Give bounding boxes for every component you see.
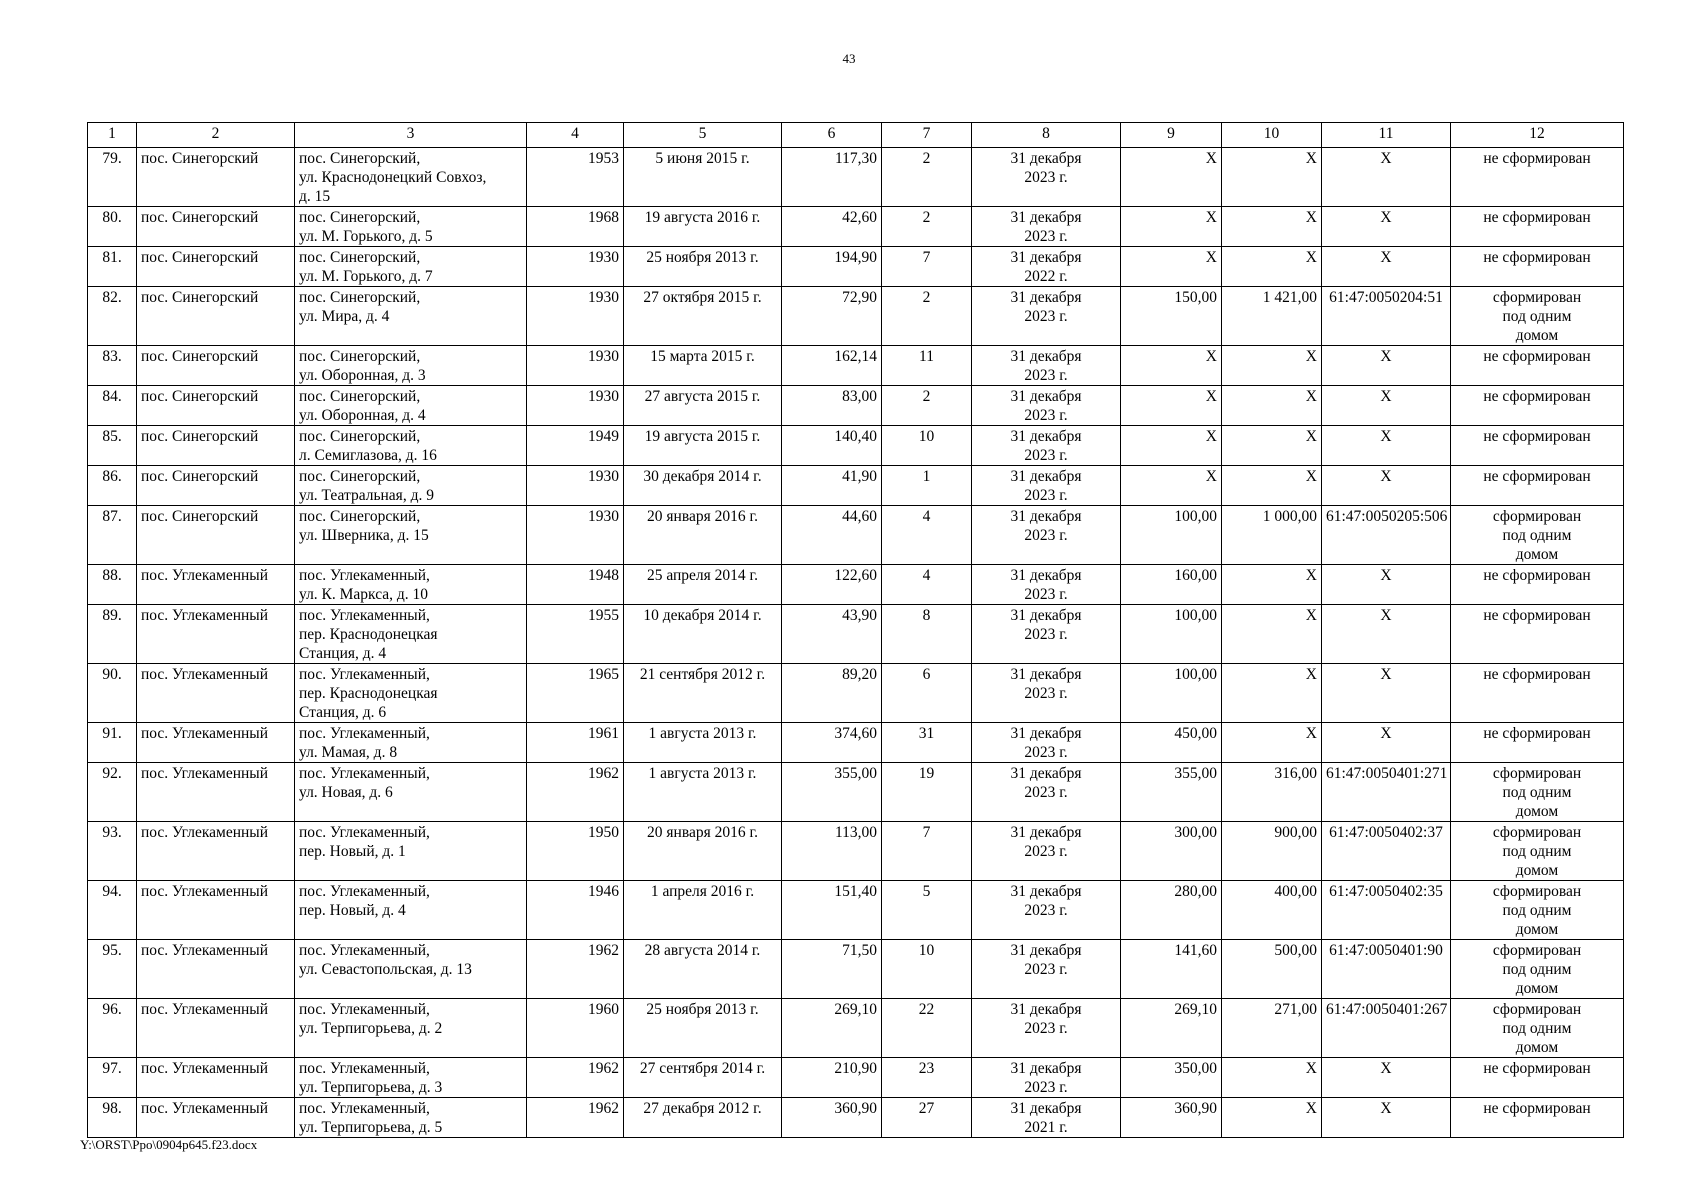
relocation-deadline-cell: 31 декабря 2021 г. — [972, 1098, 1121, 1138]
residents-count-cell: 2 — [882, 386, 972, 426]
address-cell: пос. Синегорский, ул. Оборонная, д. 3 — [295, 346, 527, 386]
build-year-cell: 1930 — [527, 287, 624, 346]
area-cell: 162,14 — [782, 346, 882, 386]
land-value-cell: X — [1222, 1058, 1322, 1098]
row-number-cell: 86. — [88, 466, 137, 506]
row-number-cell: 96. — [88, 999, 137, 1058]
relocation-deadline-cell: 31 декабря 2023 г. — [972, 148, 1121, 207]
row-number-cell: 91. — [88, 723, 137, 763]
land-status-cell: не сформирован — [1451, 207, 1624, 247]
address-cell: пос. Синегорский, л. Семиглазова, д. 16 — [295, 426, 527, 466]
settlement-cell: пос. Синегорский — [137, 148, 295, 207]
cadastral-number-cell: X — [1322, 148, 1451, 207]
build-year-cell: 1953 — [527, 148, 624, 207]
residents-count-cell: 8 — [882, 605, 972, 664]
relocation-deadline-cell: 31 декабря 2023 г. — [972, 822, 1121, 881]
row-number-cell: 97. — [88, 1058, 137, 1098]
build-year-cell: 1962 — [527, 763, 624, 822]
land-value-cell: X — [1222, 346, 1322, 386]
settlement-cell: пос. Синегорский — [137, 207, 295, 247]
residents-count-cell: 22 — [882, 999, 972, 1058]
build-year-cell: 1955 — [527, 605, 624, 664]
relocation-deadline-cell: 31 декабря 2023 г. — [972, 466, 1121, 506]
land-status-cell: не сформирован — [1451, 605, 1624, 664]
table-row — [88, 287, 1624, 346]
cadastral-number-cell: X — [1322, 386, 1451, 426]
cadastral-number-cell: X — [1322, 466, 1451, 506]
area-cell: 194,90 — [782, 247, 882, 287]
recognition-date-cell: 1 августа 2013 г. — [624, 763, 782, 822]
recognition-date-cell: 20 января 2016 г. — [624, 506, 782, 565]
settlement-cell: пос. Углекаменный — [137, 605, 295, 664]
residents-count-cell: 23 — [882, 1058, 972, 1098]
row-number-cell: 90. — [88, 664, 137, 723]
address-cell: пос. Синегорский, ул. Мира, д. 4 — [295, 287, 527, 346]
land-area-cell: 355,00 — [1121, 763, 1222, 822]
area-cell: 355,00 — [782, 763, 882, 822]
area-cell: 42,60 — [782, 207, 882, 247]
land-area-cell: 360,90 — [1121, 1098, 1222, 1138]
land-area-cell: 100,00 — [1121, 605, 1222, 664]
recognition-date-cell: 5 июня 2015 г. — [624, 148, 782, 207]
land-area-cell: X — [1121, 426, 1222, 466]
build-year-cell: 1960 — [527, 999, 624, 1058]
column-number-header: 6 — [782, 123, 882, 148]
settlement-cell: пос. Углекаменный — [137, 723, 295, 763]
land-value-cell: X — [1222, 148, 1322, 207]
row-number-cell: 82. — [88, 287, 137, 346]
housing-registry-table — [87, 122, 1624, 1138]
land-value-cell: X — [1222, 664, 1322, 723]
land-status-cell: сформирован под одним домом — [1451, 287, 1624, 346]
table-row — [88, 466, 1624, 506]
table-row — [88, 207, 1624, 247]
column-number-header: 8 — [972, 123, 1121, 148]
recognition-date-cell: 19 августа 2016 г. — [624, 207, 782, 247]
land-value-cell: X — [1222, 1098, 1322, 1138]
table-row — [88, 426, 1624, 466]
residents-count-cell: 7 — [882, 822, 972, 881]
land-area-cell: X — [1121, 207, 1222, 247]
recognition-date-cell: 10 декабря 2014 г. — [624, 605, 782, 664]
address-cell: пос. Углекаменный, ул. Новая, д. 6 — [295, 763, 527, 822]
row-number-cell: 85. — [88, 426, 137, 466]
address-cell: пос. Углекаменный, ул. Терпигорьева, д. 5 — [295, 1098, 527, 1138]
land-status-cell: не сформирован — [1451, 148, 1624, 207]
land-value-cell: X — [1222, 565, 1322, 605]
table-row — [88, 1058, 1624, 1098]
build-year-cell: 1961 — [527, 723, 624, 763]
land-value-cell: X — [1222, 207, 1322, 247]
address-cell: пос. Синегорский, ул. Краснодонецкий Совхоз, д. 15 — [295, 148, 527, 207]
land-area-cell: 280,00 — [1121, 881, 1222, 940]
relocation-deadline-cell: 31 декабря 2023 г. — [972, 207, 1121, 247]
residents-count-cell: 6 — [882, 664, 972, 723]
land-status-cell: не сформирован — [1451, 565, 1624, 605]
residents-count-cell: 7 — [882, 247, 972, 287]
address-cell: пос. Углекаменный, пер. Краснодонецкая Станция, д. 6 — [295, 664, 527, 723]
build-year-cell: 1950 — [527, 822, 624, 881]
land-status-cell: не сформирован — [1451, 723, 1624, 763]
residents-count-cell: 4 — [882, 506, 972, 565]
recognition-date-cell: 27 августа 2015 г. — [624, 386, 782, 426]
land-area-cell: X — [1121, 148, 1222, 207]
settlement-cell: пос. Синегорский — [137, 466, 295, 506]
land-value-cell: 1 421,00 — [1222, 287, 1322, 346]
row-number-cell: 83. — [88, 346, 137, 386]
land-status-cell: не сформирован — [1451, 466, 1624, 506]
cadastral-number-cell: 61:47:0050402:37 — [1322, 822, 1451, 881]
row-number-cell: 81. — [88, 247, 137, 287]
land-area-cell: 450,00 — [1121, 723, 1222, 763]
residents-count-cell: 2 — [882, 287, 972, 346]
recognition-date-cell: 27 декабря 2012 г. — [624, 1098, 782, 1138]
land-status-cell: сформирован под одним домом — [1451, 881, 1624, 940]
area-cell: 269,10 — [782, 999, 882, 1058]
land-status-cell: не сформирован — [1451, 426, 1624, 466]
land-status-cell: сформирован под одним домом — [1451, 506, 1624, 565]
table-row — [88, 940, 1624, 999]
build-year-cell: 1962 — [527, 940, 624, 999]
land-value-cell: X — [1222, 426, 1322, 466]
land-value-cell: 400,00 — [1222, 881, 1322, 940]
row-number-cell: 93. — [88, 822, 137, 881]
area-cell: 89,20 — [782, 664, 882, 723]
recognition-date-cell: 20 января 2016 г. — [624, 822, 782, 881]
area-cell: 41,90 — [782, 466, 882, 506]
row-number-cell: 94. — [88, 881, 137, 940]
area-cell: 83,00 — [782, 386, 882, 426]
residents-count-cell: 4 — [882, 565, 972, 605]
build-year-cell: 1949 — [527, 426, 624, 466]
residents-count-cell: 19 — [882, 763, 972, 822]
address-cell: пос. Углекаменный, ул. Мамая, д. 8 — [295, 723, 527, 763]
settlement-cell: пос. Синегорский — [137, 386, 295, 426]
land-area-cell: X — [1121, 346, 1222, 386]
column-number-row — [88, 123, 1624, 148]
cadastral-number-cell: 61:47:0050204:51 — [1322, 287, 1451, 346]
area-cell: 140,40 — [782, 426, 882, 466]
cadastral-number-cell: X — [1322, 247, 1451, 287]
land-area-cell: 100,00 — [1121, 664, 1222, 723]
table-body — [88, 148, 1624, 1138]
area-cell: 122,60 — [782, 565, 882, 605]
area-cell: 374,60 — [782, 723, 882, 763]
residents-count-cell: 1 — [882, 466, 972, 506]
area-cell: 360,90 — [782, 1098, 882, 1138]
relocation-deadline-cell: 31 декабря 2023 г. — [972, 763, 1121, 822]
residents-count-cell: 27 — [882, 1098, 972, 1138]
cadastral-number-cell: X — [1322, 605, 1451, 664]
land-status-cell: не сформирован — [1451, 664, 1624, 723]
file-path-footer: Y:\ORST\Ppo\0904p645.f23.docx — [80, 1137, 258, 1152]
column-number-header: 3 — [295, 123, 527, 148]
land-status-cell: не сформирован — [1451, 247, 1624, 287]
recognition-date-cell: 15 марта 2015 г. — [624, 346, 782, 386]
build-year-cell: 1930 — [527, 386, 624, 426]
address-cell: пос. Синегорский, ул. Шверника, д. 15 — [295, 506, 527, 565]
address-cell: пос. Синегорский, ул. Оборонная, д. 4 — [295, 386, 527, 426]
cadastral-number-cell: X — [1322, 346, 1451, 386]
cadastral-number-cell: X — [1322, 207, 1451, 247]
address-cell: пос. Углекаменный, пер. Новый, д. 1 — [295, 822, 527, 881]
settlement-cell: пос. Углекаменный — [137, 565, 295, 605]
land-value-cell: 900,00 — [1222, 822, 1322, 881]
settlement-cell: пос. Синегорский — [137, 506, 295, 565]
land-value-cell: 500,00 — [1222, 940, 1322, 999]
cadastral-number-cell: 61:47:0050402:35 — [1322, 881, 1451, 940]
recognition-date-cell: 19 августа 2015 г. — [624, 426, 782, 466]
land-value-cell: X — [1222, 466, 1322, 506]
table-row — [88, 763, 1624, 822]
land-area-cell: 100,00 — [1121, 506, 1222, 565]
land-status-cell: не сформирован — [1451, 386, 1624, 426]
relocation-deadline-cell: 31 декабря 2023 г. — [972, 386, 1121, 426]
settlement-cell: пос. Углекаменный — [137, 940, 295, 999]
page-number: 43 — [842, 51, 856, 66]
build-year-cell: 1930 — [527, 346, 624, 386]
cadastral-number-cell: 61:47:0050401:267 — [1322, 999, 1451, 1058]
row-number-cell: 98. — [88, 1098, 137, 1138]
land-value-cell: 316,00 — [1222, 763, 1322, 822]
table-row — [88, 881, 1624, 940]
land-status-cell: не сформирован — [1451, 346, 1624, 386]
area-cell: 117,30 — [782, 148, 882, 207]
build-year-cell: 1930 — [527, 506, 624, 565]
cadastral-number-cell: X — [1322, 664, 1451, 723]
address-cell: пос. Синегорский, ул. М. Горького, д. 7 — [295, 247, 527, 287]
settlement-cell: пос. Синегорский — [137, 346, 295, 386]
build-year-cell: 1962 — [527, 1058, 624, 1098]
area-cell: 113,00 — [782, 822, 882, 881]
land-area-cell: 141,60 — [1121, 940, 1222, 999]
table-row — [88, 506, 1624, 565]
area-cell: 44,60 — [782, 506, 882, 565]
land-area-cell: 150,00 — [1121, 287, 1222, 346]
row-number-cell: 80. — [88, 207, 137, 247]
relocation-deadline-cell: 31 декабря 2023 г. — [972, 881, 1121, 940]
land-status-cell: сформирован под одним домом — [1451, 940, 1624, 999]
address-cell: пос. Углекаменный, ул. Терпигорьева, д. 2 — [295, 999, 527, 1058]
recognition-date-cell: 27 сентября 2014 г. — [624, 1058, 782, 1098]
cadastral-number-cell: 61:47:0050401:271 — [1322, 763, 1451, 822]
table-row — [88, 148, 1624, 207]
table-row — [88, 822, 1624, 881]
address-cell: пос. Синегорский, ул. М. Горького, д. 5 — [295, 207, 527, 247]
residents-count-cell: 10 — [882, 940, 972, 999]
recognition-date-cell: 1 апреля 2016 г. — [624, 881, 782, 940]
land-status-cell: сформирован под одним домом — [1451, 999, 1624, 1058]
land-status-cell: сформирован под одним домом — [1451, 763, 1624, 822]
relocation-deadline-cell: 31 декабря 2023 г. — [972, 664, 1121, 723]
residents-count-cell: 5 — [882, 881, 972, 940]
recognition-date-cell: 27 октября 2015 г. — [624, 287, 782, 346]
build-year-cell: 1930 — [527, 247, 624, 287]
residents-count-cell: 2 — [882, 207, 972, 247]
cadastral-number-cell: X — [1322, 1058, 1451, 1098]
residents-count-cell: 31 — [882, 723, 972, 763]
settlement-cell: пос. Углекаменный — [137, 1098, 295, 1138]
land-value-cell: 271,00 — [1222, 999, 1322, 1058]
row-number-cell: 84. — [88, 386, 137, 426]
relocation-deadline-cell: 31 декабря 2023 г. — [972, 605, 1121, 664]
settlement-cell: пос. Углекаменный — [137, 999, 295, 1058]
recognition-date-cell: 25 ноября 2013 г. — [624, 999, 782, 1058]
relocation-deadline-cell: 31 декабря 2022 г. — [972, 247, 1121, 287]
residents-count-cell: 2 — [882, 148, 972, 207]
residents-count-cell: 10 — [882, 426, 972, 466]
build-year-cell: 1965 — [527, 664, 624, 723]
column-number-header: 1 — [88, 123, 137, 148]
land-status-cell: не сформирован — [1451, 1098, 1624, 1138]
column-number-header: 4 — [527, 123, 624, 148]
column-number-header: 12 — [1451, 123, 1624, 148]
table-row — [88, 605, 1624, 664]
column-number-header: 11 — [1322, 123, 1451, 148]
settlement-cell: пос. Углекаменный — [137, 1058, 295, 1098]
cadastral-number-cell: X — [1322, 426, 1451, 466]
residents-count-cell: 11 — [882, 346, 972, 386]
address-cell: пос. Углекаменный, пер. Краснодонецкая Станция, д. 4 — [295, 605, 527, 664]
relocation-deadline-cell: 31 декабря 2023 г. — [972, 940, 1121, 999]
row-number-cell: 87. — [88, 506, 137, 565]
relocation-deadline-cell: 31 декабря 2023 г. — [972, 999, 1121, 1058]
cadastral-number-cell: 61:47:0050205:506 — [1322, 506, 1451, 565]
recognition-date-cell: 28 августа 2014 г. — [624, 940, 782, 999]
row-number-cell: 95. — [88, 940, 137, 999]
land-area-cell: X — [1121, 466, 1222, 506]
row-number-cell: 88. — [88, 565, 137, 605]
column-number-header: 7 — [882, 123, 972, 148]
build-year-cell: 1930 — [527, 466, 624, 506]
row-number-cell: 89. — [88, 605, 137, 664]
address-cell: пос. Углекаменный, ул. К. Маркса, д. 10 — [295, 565, 527, 605]
table-row — [88, 1098, 1624, 1138]
relocation-deadline-cell: 31 декабря 2023 г. — [972, 287, 1121, 346]
cadastral-number-cell: X — [1322, 1098, 1451, 1138]
recognition-date-cell: 21 сентября 2012 г. — [624, 664, 782, 723]
address-cell: пос. Синегорский, ул. Театральная, д. 9 — [295, 466, 527, 506]
land-value-cell: X — [1222, 605, 1322, 664]
column-number-header: 5 — [624, 123, 782, 148]
row-number-cell: 79. — [88, 148, 137, 207]
recognition-date-cell: 25 ноября 2013 г. — [624, 247, 782, 287]
land-value-cell: X — [1222, 247, 1322, 287]
table-row — [88, 247, 1624, 287]
land-value-cell: 1 000,00 — [1222, 506, 1322, 565]
relocation-deadline-cell: 31 декабря 2023 г. — [972, 565, 1121, 605]
land-area-cell: 160,00 — [1121, 565, 1222, 605]
land-area-cell: 300,00 — [1121, 822, 1222, 881]
relocation-deadline-cell: 31 декабря 2023 г. — [972, 723, 1121, 763]
cadastral-number-cell: 61:47:0050401:90 — [1322, 940, 1451, 999]
area-cell: 43,90 — [782, 605, 882, 664]
table-row — [88, 664, 1624, 723]
recognition-date-cell: 30 декабря 2014 г. — [624, 466, 782, 506]
land-area-cell: 350,00 — [1121, 1058, 1222, 1098]
build-year-cell: 1968 — [527, 207, 624, 247]
land-area-cell: X — [1121, 247, 1222, 287]
column-number-header: 2 — [137, 123, 295, 148]
land-status-cell: не сформирован — [1451, 1058, 1624, 1098]
table-row — [88, 723, 1624, 763]
cadastral-number-cell: X — [1322, 565, 1451, 605]
settlement-cell: пос. Углекаменный — [137, 664, 295, 723]
column-number-header: 9 — [1121, 123, 1222, 148]
build-year-cell: 1946 — [527, 881, 624, 940]
land-value-cell: X — [1222, 723, 1322, 763]
row-number-cell: 92. — [88, 763, 137, 822]
area-cell: 71,50 — [782, 940, 882, 999]
recognition-date-cell: 25 апреля 2014 г. — [624, 565, 782, 605]
table-row — [88, 386, 1624, 426]
relocation-deadline-cell: 31 декабря 2023 г. — [972, 426, 1121, 466]
settlement-cell: пос. Углекаменный — [137, 881, 295, 940]
column-number-header: 10 — [1222, 123, 1322, 148]
address-cell: пос. Углекаменный, ул. Терпигорьева, д. 3 — [295, 1058, 527, 1098]
address-cell: пос. Углекаменный, ул. Севастопольская, д. 13 — [295, 940, 527, 999]
table-row — [88, 565, 1624, 605]
build-year-cell: 1948 — [527, 565, 624, 605]
area-cell: 151,40 — [782, 881, 882, 940]
area-cell: 210,90 — [782, 1058, 882, 1098]
settlement-cell: пос. Углекаменный — [137, 763, 295, 822]
address-cell: пос. Углекаменный, пер. Новый, д. 4 — [295, 881, 527, 940]
settlement-cell: пос. Углекаменный — [137, 822, 295, 881]
cadastral-number-cell: X — [1322, 723, 1451, 763]
table-row — [88, 346, 1624, 386]
relocation-deadline-cell: 31 декабря 2023 г. — [972, 1058, 1121, 1098]
land-area-cell: X — [1121, 386, 1222, 426]
land-area-cell: 269,10 — [1121, 999, 1222, 1058]
recognition-date-cell: 1 августа 2013 г. — [624, 723, 782, 763]
relocation-deadline-cell: 31 декабря 2023 г. — [972, 506, 1121, 565]
build-year-cell: 1962 — [527, 1098, 624, 1138]
settlement-cell: пос. Синегорский — [137, 247, 295, 287]
land-value-cell: X — [1222, 386, 1322, 426]
settlement-cell: пос. Синегорский — [137, 287, 295, 346]
relocation-deadline-cell: 31 декабря 2023 г. — [972, 346, 1121, 386]
area-cell: 72,90 — [782, 287, 882, 346]
settlement-cell: пос. Синегорский — [137, 426, 295, 466]
land-status-cell: сформирован под одним домом — [1451, 822, 1624, 881]
table-row — [88, 999, 1624, 1058]
